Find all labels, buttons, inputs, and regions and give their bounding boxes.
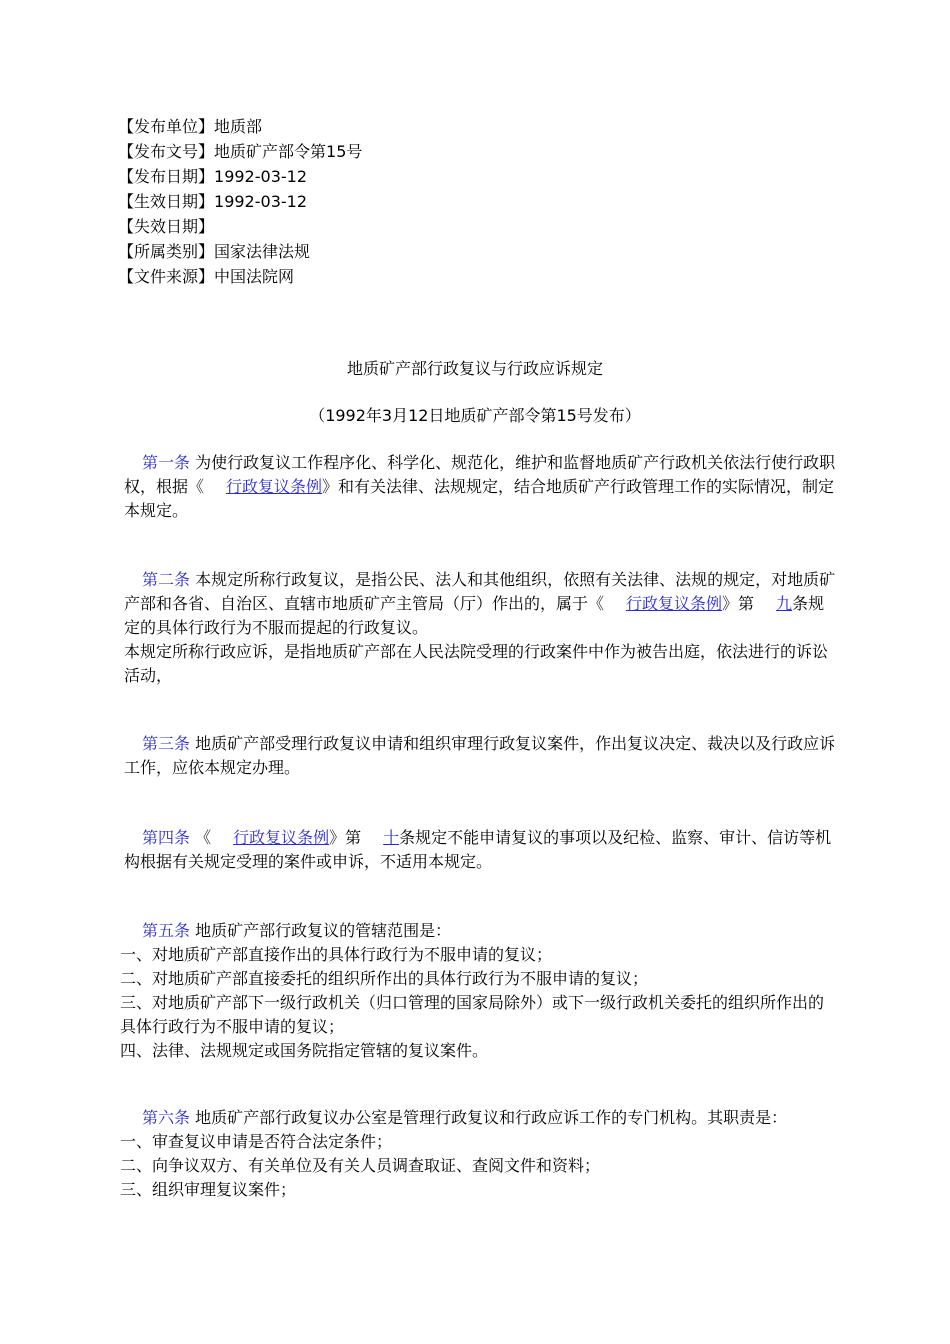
regulation-link[interactable]: 行政复议条例 xyxy=(226,477,323,496)
meta-key: 【文件来源】 xyxy=(118,267,215,286)
meta-doc-number xyxy=(118,139,362,164)
meta-value: 1992-03-12 xyxy=(214,167,307,186)
article-2-paragraph-2: 本规定所称行政应诉，是指地质矿产部在人民法院受理的行政案件中作为被告出庭，依法进行的诉讼活动， xyxy=(124,642,829,685)
article-6-label[interactable]: 第六条 xyxy=(142,1108,191,1127)
article-4-text-3: 条规定不能申请复议的事项以及纪检、监察、审计、信访等机构根据有关规定受理的案件或申诉，不适用本规定。 xyxy=(124,828,832,871)
article-5-label[interactable]: 第五条 xyxy=(142,921,191,940)
meta-value: 地质矿产部令第15号 xyxy=(214,142,363,161)
meta-key: 【失效日期】 xyxy=(118,217,215,236)
article-1-label[interactable]: 第一条 xyxy=(142,453,191,472)
article-1-text: 为使行政复议工作程序化、科学化、规范化，维护和监督地质矿产行政机关依法行使行政职权，根据《 xyxy=(124,453,836,496)
article-ref-link[interactable]: 十 xyxy=(383,828,400,847)
meta-category xyxy=(118,239,362,264)
article-1-text-2: 》和有关法律、法规规定，结合地质矿产行政管理工作的实际情况，制定本规定。 xyxy=(124,477,835,520)
metadata-block xyxy=(118,114,362,289)
article-3-label[interactable]: 第三条 xyxy=(142,734,191,753)
meta-value: 地质部 xyxy=(214,117,263,136)
meta-key: 【生效日期】 xyxy=(118,192,215,211)
meta-value: 中国法院网 xyxy=(214,267,295,286)
regulation-link[interactable]: 行政复议条例 xyxy=(233,828,330,847)
article-5 xyxy=(120,919,836,1063)
meta-key: 【发布单位】 xyxy=(118,117,215,136)
list-item: 一、审查复议申请是否符合法定条件； xyxy=(120,1132,393,1151)
list-item: 二、对地质矿产部直接委托的组织所作出的具体行政行为不服申请的复议； xyxy=(120,969,649,988)
list-item: 三、对地质矿产部下一级行政机关（归口管理的国家局除外）或下一级行政机关委托的组织所作出的具体行政行为不服申请的复议； xyxy=(120,993,825,1036)
meta-key: 【所属类别】 xyxy=(118,242,215,261)
document-title: 地质矿产部行政复议与行政应诉规定 xyxy=(346,359,603,378)
article-2-text: 本规定所称行政复议，是指公民、法人和其他组织，依照有关法律、法规的规定，对地质矿产部和各省、自治区、直辖市地质矿产主管局（厅）作出的，属于《 xyxy=(124,570,836,613)
meta-issue-date xyxy=(118,164,362,189)
meta-value: 国家法律法规 xyxy=(214,242,311,261)
article-2 xyxy=(124,568,836,688)
article-6 xyxy=(120,1106,836,1202)
article-1 xyxy=(124,451,836,523)
article-2-label[interactable]: 第二条 xyxy=(142,570,191,589)
article-4-text: 《 xyxy=(190,828,212,847)
article-6-text: 地质矿产部行政复议办公室是管理行政复议和行政应诉工作的专门机构。其职责是： xyxy=(190,1108,788,1127)
meta-issuer xyxy=(118,114,362,139)
list-item: 四、法律、法规规定或国务院指定管辖的复议案件。 xyxy=(120,1041,489,1060)
meta-effective-date xyxy=(118,189,362,214)
regulation-link[interactable]: 行政复议条例 xyxy=(626,594,723,613)
list-item: 一、对地质矿产部直接作出的具体行政行为不服申请的复议； xyxy=(120,945,553,964)
article-2-text-3: 条规定的具体行政行为不服而提起的行政复议。 xyxy=(124,594,825,637)
meta-value: 1992-03-12 xyxy=(214,192,307,211)
document-subtitle: （1992年3月12日地质矿产部令第15号发布） xyxy=(309,406,641,425)
article-5-text: 地质矿产部行政复议的管辖范围是： xyxy=(190,921,452,940)
article-3-text: 地质矿产部受理行政复议申请和组织审理行政复议案件，作出复议决定、裁决以及行政应诉工作，应依本规定办理。 xyxy=(124,734,836,777)
article-4 xyxy=(124,826,836,874)
meta-key: 【发布文号】 xyxy=(118,142,215,161)
list-item: 三、组织审理复议案件； xyxy=(120,1180,297,1199)
article-2-text-2: 》第 xyxy=(722,594,755,613)
meta-key: 【发布日期】 xyxy=(118,167,215,186)
article-ref-link[interactable]: 九 xyxy=(776,594,793,613)
article-4-text-2: 》第 xyxy=(329,828,362,847)
list-item: 二、向争议双方、有关单位及有关人员调查取证、查阅文件和资料； xyxy=(120,1156,601,1175)
meta-expiry-date xyxy=(118,214,362,239)
article-4-label[interactable]: 第四条 xyxy=(142,828,191,847)
meta-source xyxy=(118,264,362,289)
article-3 xyxy=(124,732,836,780)
